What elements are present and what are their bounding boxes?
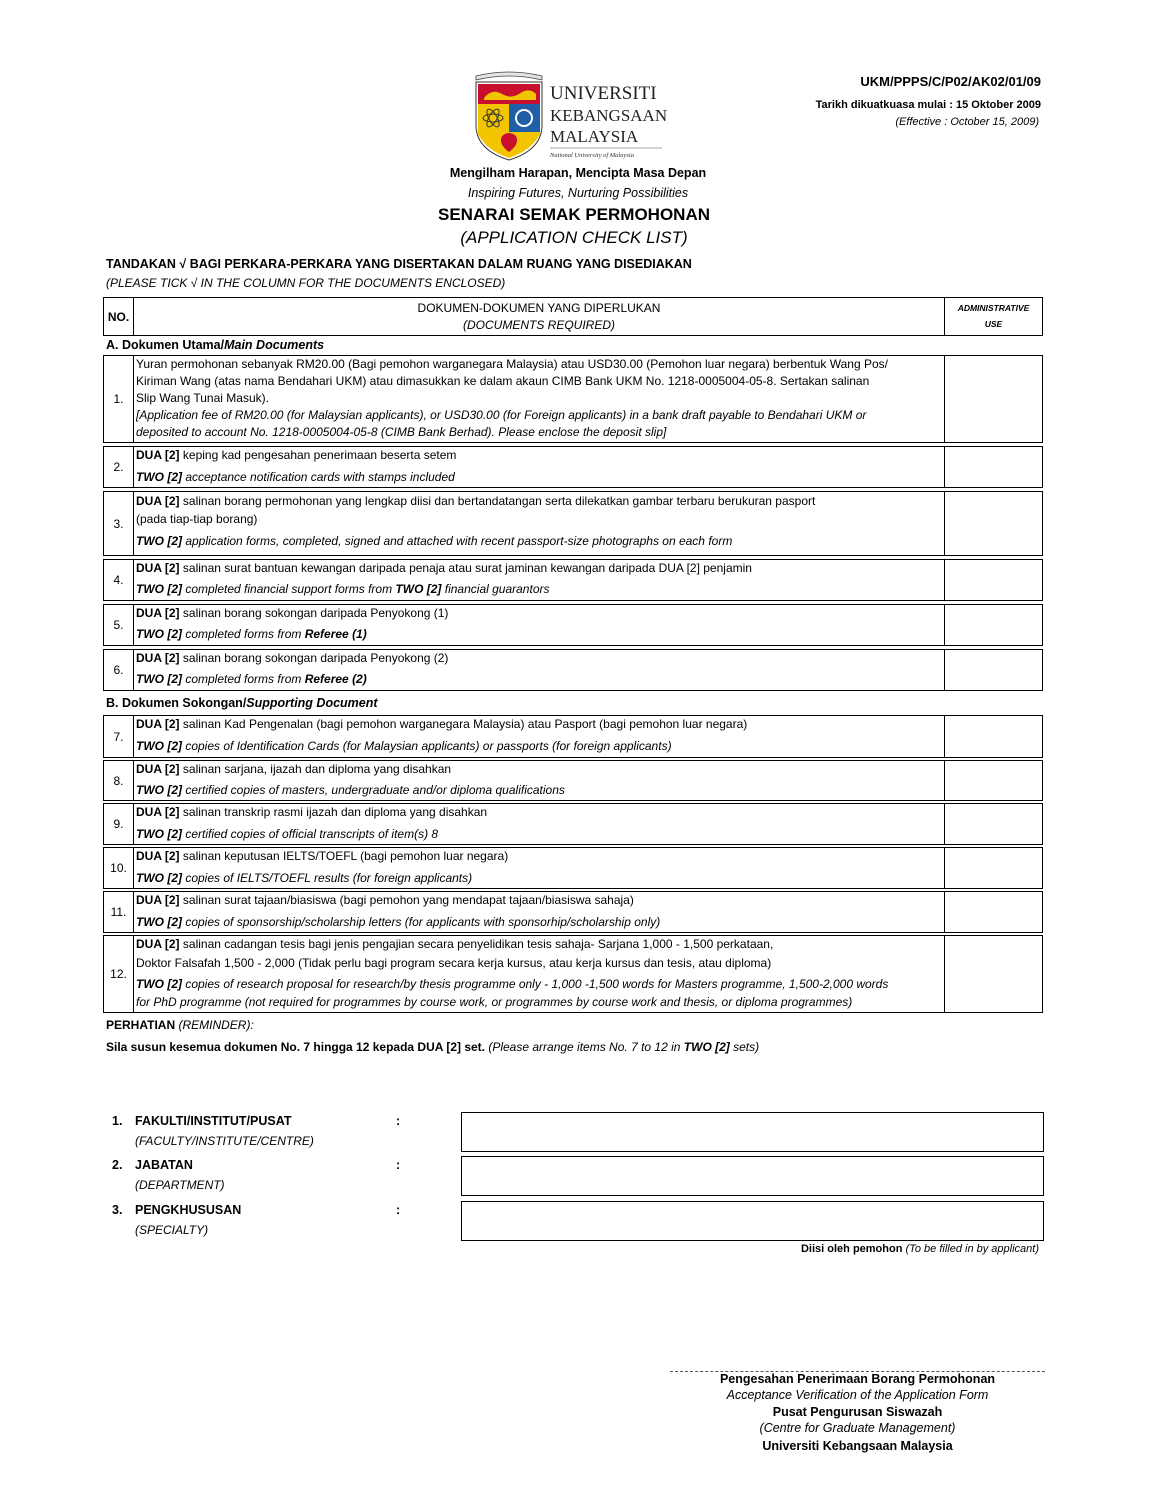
row-text: Slip Wang Tunai Masuk).: [136, 391, 269, 405]
document-code: UKM/PPPS/C/P02/AK02/01/09: [860, 74, 1041, 89]
admin-checkbox[interactable]: [944, 848, 1042, 888]
row-number: 5.: [104, 605, 134, 645]
row-text: DUA [2] salinan cadangan tesis bagi jenis pengajian secara penyelidikan tesis sahaja- Sarjana 1,000 - 1,500 perkataan,: [136, 937, 774, 951]
motto-en: Inspiring Futures, Nurturing Possibilities: [467, 186, 689, 200]
row-text: DUA [2] salinan transkrip rasmi ijazah dan diploma yang disahkan: [136, 805, 488, 819]
table-row: [103, 446, 1043, 488]
row-document: [133, 650, 945, 690]
table-row: [103, 559, 1043, 601]
table-header: [103, 297, 1043, 336]
admin-checkbox[interactable]: [944, 892, 1042, 932]
row-number: 9.: [104, 804, 134, 844]
table-header-docs-en: (DOCUMENTS REQUIRED): [463, 318, 615, 332]
logo-text-1: UNIVERSITI: [550, 83, 657, 104]
field-colon: :: [396, 1114, 401, 1128]
table-header-docs: [133, 298, 945, 335]
table-row: [103, 649, 1043, 691]
row-document: [133, 848, 945, 888]
admin-checkbox[interactable]: [944, 650, 1042, 690]
row-number: 12.: [104, 936, 134, 1012]
admin-checkbox[interactable]: [944, 605, 1042, 645]
field-colon: :: [396, 1203, 401, 1217]
admin-checkbox[interactable]: [944, 936, 1042, 1012]
table-row: [103, 491, 1043, 556]
table-header-docs-ms: DOKUMEN-DOKUMEN YANG DIPERLUKAN: [417, 301, 661, 315]
row-text: DUA [2] salinan keputusan IELTS/TOEFL (bagi pemohon luar negara): [136, 849, 509, 863]
row-text-en: TWO [2] copies of research proposal for research/by thesis programme only - 1,000 -1,500 words for Masters programme, 1,500-2,000 words: [136, 977, 889, 991]
university-logo: [472, 70, 672, 162]
signature-line-3: Pusat Pengurusan Siswazah: [772, 1405, 943, 1419]
field-number: 1.: [112, 1114, 123, 1128]
specialty-label-en: (SPECIALTY): [135, 1223, 209, 1237]
row-text-en: TWO [2] copies of IELTS/TOEFL results (for foreign applicants): [136, 871, 473, 885]
signature-line-2: Acceptance Verification of the Application Form: [726, 1388, 989, 1402]
row-text-en: deposited to account No. 1218-0005004-05-8 (CIMB Bank Berhad). Please enclose the deposit slip]: [136, 425, 667, 439]
filled-by-note: Diisi oleh pemohon (To be filled in by applicant): [800, 1243, 1039, 1255]
faculty-label-en: (FACULTY/INSTITUTE/CENTRE): [135, 1134, 314, 1148]
signature-line-4: (Centre for Graduate Management): [759, 1421, 956, 1435]
field-number: 3.: [112, 1203, 123, 1217]
section-b-heading: B. Dokumen Sokongan/Supporting Document: [106, 696, 378, 710]
row-text-en: TWO [2] copies of sponsorship/scholarship letters (for applicants with sponsorhip/scholarship only): [136, 915, 661, 929]
signature-line-1: Pengesahan Penerimaan Borang Permohonan: [719, 1372, 996, 1386]
instruction-ms: TANDAKAN √ BAGI PERKARA-PERKARA YANG DISERTAKAN DALAM RUANG YANG DISEDIAKAN: [106, 257, 692, 271]
page-title-en: (APPLICATION CHECK LIST): [460, 228, 688, 247]
row-number: 4.: [104, 560, 134, 600]
faculty-input[interactable]: [461, 1112, 1044, 1152]
signature-line-5: Universiti Kebangsaan Malaysia: [762, 1439, 953, 1453]
row-text-en: TWO [2] copies of Identification Cards (for Malaysian applicants) or passports (for foreign applicants): [136, 739, 672, 753]
row-text-en: TWO [2] completed forms from Referee (1): [136, 627, 367, 641]
admin-checkbox[interactable]: [944, 716, 1042, 757]
row-text: Kiriman Wang (atas nama Bendahari UKM) atau dimasukkan ke dalam akaun CIMB Bank UKM No. 1218-0005004-05-8. Sertakan salinan: [136, 374, 870, 388]
motto-ms: Mengilham Harapan, Mencipta Masa Depan: [449, 166, 707, 180]
ukm-crest-icon: [472, 70, 672, 162]
table-header-admin: [944, 298, 1042, 335]
department-input[interactable]: [461, 1156, 1044, 1196]
row-number: 2.: [104, 447, 134, 487]
row-text: DUA [2] salinan surat bantuan kewangan daripada penaja atau surat jaminan kewangan daripada DUA [2] penjamin: [136, 561, 752, 575]
row-text: Doktor Falsafah 1,500 - 2,000 (Tidak perlu bagi program secara kerja kursus, atau kerja kursus dan tesis, atau diploma): [136, 956, 772, 970]
row-number: 8.: [104, 761, 134, 800]
row-document: [133, 560, 945, 600]
row-document: [133, 761, 945, 800]
specialty-input[interactable]: [461, 1201, 1044, 1241]
admin-checkbox[interactable]: [944, 761, 1042, 800]
row-text: DUA [2] salinan borang sokongan daripada Penyokong (1): [136, 606, 449, 620]
row-document: [133, 804, 945, 844]
row-text: Yuran permohonan sebanyak RM20.00 (Bagi pemohon warganegara Malaysia) atau USD30.00 (Pemohon luar negara) berbentuk Wang Pos/: [136, 357, 889, 371]
row-text-en: TWO [2] completed forms from Referee (2): [136, 672, 367, 686]
row-number: 11.: [104, 892, 134, 932]
table-row: [103, 803, 1043, 845]
effective-date-en: (Effective : October 15, 2009): [895, 116, 1039, 128]
row-text-en: [Application fee of RM20.00 (for Malaysian applicants), or USD30.00 (for Foreign applicants) in a bank draft payable to Bendahari UKM or: [136, 408, 867, 422]
admin-checkbox[interactable]: [944, 560, 1042, 600]
reminder-text: Sila susun kesemua dokumen No. 7 hingga 12 kepada DUA [2] set. (Please arrange items No. 7 to 12 in TWO [2] sets): [106, 1040, 760, 1054]
table-header-admin-2: USE: [984, 319, 1003, 329]
table-row: [103, 760, 1043, 801]
row-document: [133, 716, 945, 757]
row-text: (pada tiap-tiap borang): [136, 512, 258, 526]
table-row: [103, 715, 1043, 758]
field-colon: :: [396, 1158, 401, 1172]
row-text-en: TWO [2] completed financial support forms from TWO [2] financial guarantors: [136, 582, 550, 596]
logo-text-2: KEBANGSAAN: [550, 106, 668, 125]
field-number: 2.: [112, 1158, 123, 1172]
row-text-en: for PhD programme (not required for programmes by course work, or programmes by course work and thesis, or diploma programmes): [136, 995, 853, 1009]
logo-subtitle: National University of Malaysia: [550, 152, 634, 159]
department-label: JABATAN: [135, 1158, 193, 1172]
row-document: [133, 892, 945, 932]
faculty-label: FAKULTI/INSTITUT/PUSAT: [135, 1114, 292, 1128]
svg-text:UNIVERSITI: [550, 83, 657, 104]
admin-checkbox[interactable]: [944, 447, 1042, 487]
row-text: DUA [2] salinan borang sokongan daripada Penyokong (2): [136, 651, 449, 665]
row-number: 7.: [104, 716, 134, 757]
row-text: DUA [2] salinan surat tajaan/biasiswa (bagi pemohon yang mendapat tajaan/biasiswa sahaja): [136, 893, 634, 907]
logo-text-3: MALAYSIA: [550, 127, 639, 146]
row-number: 6.: [104, 650, 134, 690]
row-number: 1.: [104, 356, 134, 442]
table-row: [103, 604, 1043, 646]
row-document: [133, 447, 945, 487]
row-text-en: TWO [2] acceptance notification cards with stamps included: [136, 470, 455, 484]
instruction-en: (PLEASE TICK √ IN THE COLUMN FOR THE DOCUMENTS ENCLOSED): [106, 276, 506, 290]
row-document: [133, 356, 945, 442]
table-row: [103, 355, 1043, 443]
table-row: [103, 891, 1043, 933]
table-header-admin-1: ADMINISTRATIVE: [957, 303, 1030, 313]
row-number: 3.: [104, 492, 134, 555]
table-row: [103, 935, 1043, 1013]
section-a-heading: A. Dokumen Utama/Main Documents: [106, 338, 325, 352]
row-text-en: TWO [2] application forms, completed, signed and attached with recent passport-size photographs on each form: [136, 534, 733, 548]
department-label-en: (DEPARTMENT): [135, 1178, 225, 1192]
table-header-no: NO.: [104, 298, 134, 335]
row-document: [133, 936, 945, 1012]
admin-checkbox[interactable]: [944, 492, 1042, 555]
admin-checkbox[interactable]: [944, 356, 1042, 442]
row-text: DUA [2] salinan sarjana, ijazah dan diploma yang disahkan: [136, 762, 452, 776]
row-text: DUA [2] salinan borang permohonan yang lengkap diisi dan bertandatangan serta dilekatkan gambar terbaru berukuran pasport: [136, 494, 816, 508]
row-document: [133, 605, 945, 645]
row-text: DUA [2] salinan Kad Pengenalan (bagi pemohon warganegara Malaysia) atau Pasport (bagi pemohon luar negara): [136, 717, 748, 731]
specialty-label: PENGKHUSUSAN: [135, 1203, 242, 1217]
effective-date-ms: Tarikh dikuatkuasa mulai : 15 Oktober 2009: [815, 99, 1041, 111]
page-title: SENARAI SEMAK PERMOHONAN: [437, 205, 711, 224]
row-number: 10.: [104, 848, 134, 888]
table-row: [103, 847, 1043, 889]
admin-checkbox[interactable]: [944, 804, 1042, 844]
row-text-en: TWO [2] certified copies of masters, undergraduate and/or diploma qualifications: [136, 783, 565, 797]
row-text-en: TWO [2] certified copies of official transcripts of item(s) 8: [136, 827, 439, 841]
row-text: DUA [2] keping kad pengesahan penerimaan beserta setem: [136, 448, 457, 462]
row-document: [133, 492, 945, 555]
reminder-label: PERHATIAN (REMINDER):: [106, 1018, 254, 1032]
